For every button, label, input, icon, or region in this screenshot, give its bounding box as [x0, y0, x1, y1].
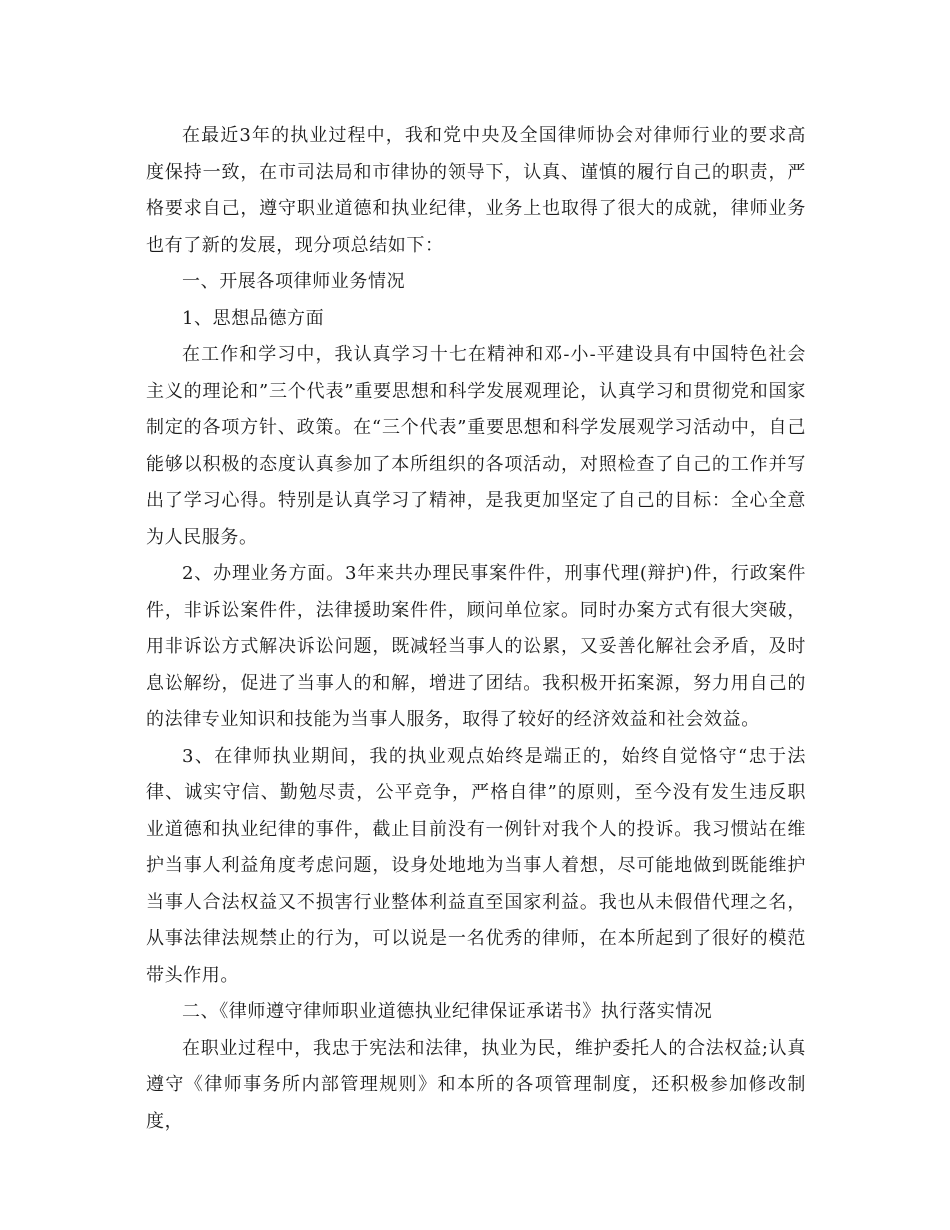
intro-paragraph: 在最近3年的执业过程中，我和党中央及全国律师协会对律师行业的要求高度保持一致，在市司法局和市律协的领导下，认真、谨慎的履行自己的职责，严格要求自己，遵守职业道德和执业纪律，业务上也取得了很大的成就，律师业务也有了新的发展，现分项总结如下： — [146, 125, 806, 256]
thought-morality-paragraph: 在工作和学习中，我认真学习十七在精神和邓-小-平建设具有中国特色社会主义的理论和”三个代表”重要思想和科学发展观理论，认真学习和贯彻党和国家制定的各项方针、政策。在“三个代表”重要思想和科学发展观学习活动中，自己能够以积极的态度认真参加了本所组织的各项活动，对照检查了自己的工作并写出了学习心得。特别是认真学习了精神，是我更加坚定了自己的目标：全心全意为人民服务。 — [146, 344, 806, 548]
section-heading-2: 二、《律师遵守律师职业道德执业纪律保证承诺书》执行落实情况 — [182, 1001, 713, 1022]
subheading-thought-morality: 1、思想品德方面 — [182, 307, 325, 329]
commitment-paragraph: 在职业过程中，我忠于宪法和法律，执业为民，维护委托人的合法权益;认真遵守《律师事务所内部管理规则》和本所的各项管理制度，还积极参加修改制度， — [146, 1037, 806, 1132]
section-heading-1: 一、开展各项律师业务情况 — [182, 271, 406, 292]
business-handling-paragraph: 2、办理业务方面。3年来共办理民事案件件，刑事代理(辩护)件，行政案件件，非诉讼案件件，法律援助案件件，顾问单位家。同时办案方式有很大突破，用非诉讼方式解决诉讼问题，既减轻当事人的讼累，又妥善化解社会矛盾，及时息讼解纷，促进了当事人的和解，增进了团结。我积极开拓案源，努力用自己的的法律专业知识和技能为当事人服务，取得了较好的经济效益和社会效益。 — [146, 563, 806, 730]
practice-conduct-paragraph: 3、在律师执业期间，我的执业观点始终是端正的，始终自觉恪守“忠于法律、诚实守信、勤勉尽责，公平竞争，严格自律”的原则，至今没有发生违反职业道德和执业纪律的事件，截止目前没有一例针对我个人的投诉。我习惯站在维护当事人利益角度考虑问题，设身处地地为当事人着想，尽可能地做到既能维护当事人合法权益又不损害行业整体利益直至国家利益。我也从未假借代理之名，从事法律法规禁止的行为，可以说是一名优秀的律师，在本所起到了很好的模范带头作用。 — [146, 745, 806, 986]
document-body — [146, 118, 806, 1140]
